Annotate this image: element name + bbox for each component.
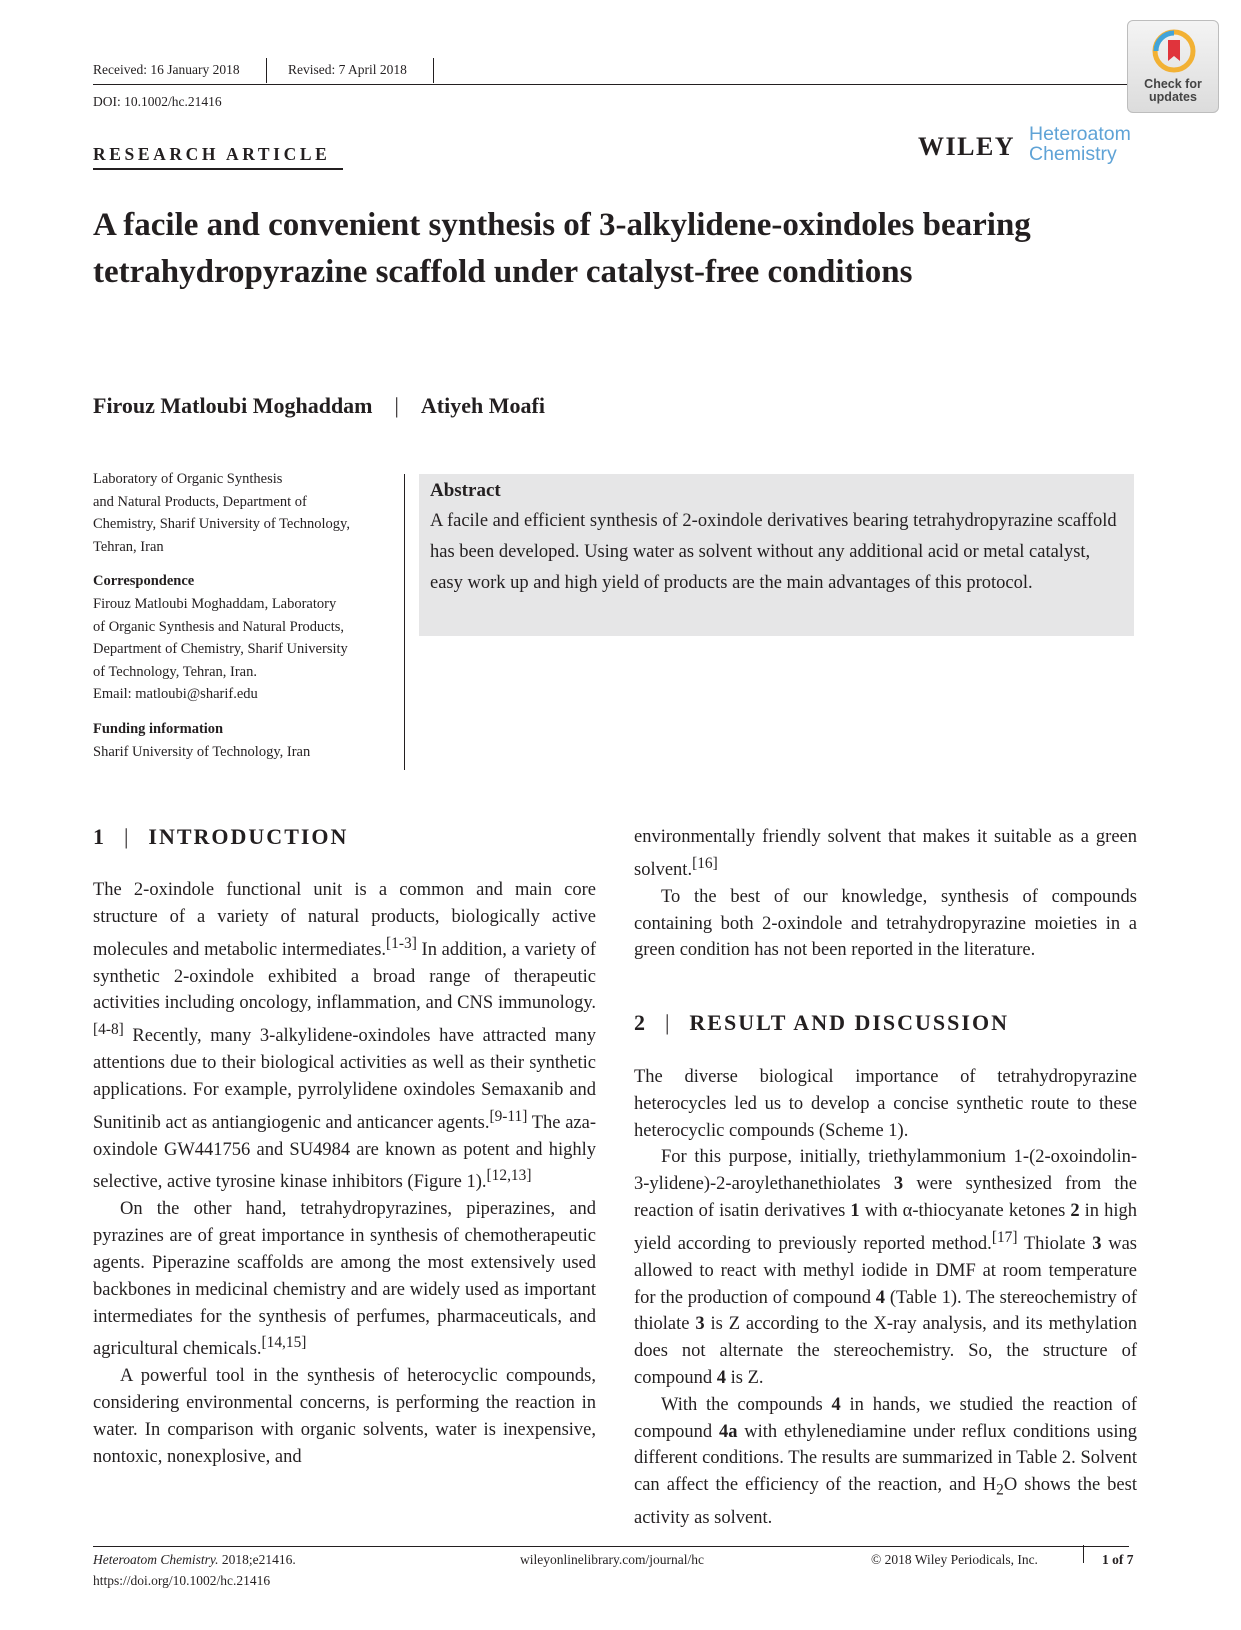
received-date: Received: 16 January 2018 bbox=[93, 62, 240, 77]
footer-doi-link[interactable]: https://doi.org/10.1002/hc.21416 bbox=[93, 1573, 271, 1588]
citation[interactable]: [17] bbox=[991, 1228, 1018, 1246]
author-info-sidebar bbox=[93, 468, 393, 775]
article-type-underline bbox=[93, 168, 343, 170]
citation[interactable]: [1-3] bbox=[386, 934, 417, 952]
correspondence-email[interactable]: Email: matloubi@sharif.edu bbox=[93, 686, 258, 703]
affiliation: Laboratory of Organic Synthesis and Natural Products, Department of Chemistry, Sharif University of Technology, Tehran, Iran bbox=[93, 471, 350, 555]
funding-heading: Funding information bbox=[93, 720, 224, 737]
section-1-heading: 1 | INTRODUCTION bbox=[93, 824, 349, 849]
page-number: 1 of 7 bbox=[1102, 1552, 1134, 1567]
article-title: A facile and convenient synthesis of 3-alkylidene-oxindoles bearing tetrahydropyrazine scaffold under catalyst-free conditions bbox=[93, 207, 1031, 290]
citation[interactable]: [4-8] bbox=[93, 1021, 124, 1039]
footer-copyright: © 2018 Wiley Periodicals, Inc. bbox=[871, 1552, 1038, 1567]
footer-citation: Heteroatom Chemistry. 2018;e21416. bbox=[93, 1552, 296, 1567]
header-divider-2 bbox=[433, 58, 434, 83]
intro-paragraph-2: On the other hand, tetrahydropyrazines, piperazines, and pyrazines are of great importance in synthesis of chemotherapeutic agents. Piperazine scaffolds are among the most extensively used backbones in medicinal chemistry and are widely used as important intermediates for the synthesis of perfumes, pharmaceuticals, and agricultural chemicals.[14,15] bbox=[93, 1199, 596, 1360]
intro-continuation-column bbox=[634, 824, 1137, 964]
article-doi: DOI: 10.1002/hc.21416 bbox=[93, 94, 222, 109]
author-list bbox=[93, 393, 545, 419]
crossmark-icon bbox=[1152, 29, 1196, 73]
abstract-heading: Abstract bbox=[430, 480, 501, 501]
intro-paragraph-1: The 2-oxindole functional unit is a common and main core structure of a variety of natural products, biologically active molecules and metabolic intermediates.[1-3] In addition, a variety of synthetic 2-oxindole exhibited a broad range of therapeutic activities including oncology, inflammation, and CNS immunology.[4-8] Recently, many 3-alkylidene-oxindoles have attracted many attentions due to their biological activities as well as their synthetic applications. For example, pyrrolylidene oxindoles Semaxanib and Sunitinib act as antiangiogenic and anticancer agents.[9-11] The aza-oxindole GW441756 and SU4984 are known as potent and highly selective, active tyrosine kinase inhibitors (Figure 1).[12,13] bbox=[93, 880, 597, 1193]
footer-rule bbox=[93, 1546, 1129, 1547]
citation[interactable]: [14,15] bbox=[261, 1334, 307, 1352]
results-paragraph-1: The diverse biological importance of tetrahydropyrazine heterocycles led us to develop a concise synthetic route to these heterocyclic compounds (Scheme 1). bbox=[634, 1067, 1137, 1141]
sidebar-divider bbox=[404, 474, 405, 770]
citation[interactable]: [12,13] bbox=[486, 1167, 532, 1185]
author-1[interactable]: Firouz Matloubi Moghaddam bbox=[93, 393, 373, 418]
footer-journal-url[interactable]: wileyonlinelibrary.com/journal/hc bbox=[520, 1552, 704, 1567]
results-column bbox=[634, 1064, 1137, 1531]
footer-divider bbox=[1083, 1545, 1084, 1563]
author-2[interactable]: Atiyeh Moafi bbox=[420, 393, 545, 418]
section-2-heading: 2 | RESULT AND DISCUSSION bbox=[634, 1010, 1009, 1035]
citation[interactable]: [9-11] bbox=[489, 1107, 528, 1125]
author-separator: | bbox=[394, 393, 399, 418]
correspondence-heading: Correspondence bbox=[93, 573, 195, 590]
article-type: RESEARCH ARTICLE bbox=[93, 144, 331, 164]
header-divider-1 bbox=[266, 58, 267, 83]
revised-date: Revised: 7 April 2018 bbox=[288, 62, 407, 77]
journal-logo: Heteroatom Chemistry bbox=[1029, 123, 1131, 165]
check-for-updates-badge[interactable] bbox=[1127, 20, 1219, 113]
publisher-logo: WILEY bbox=[918, 132, 1016, 161]
citation[interactable]: [16] bbox=[692, 854, 718, 872]
intro-paragraph-4: To the best of our knowledge, synthesis of compounds containing both 2-oxindole and tetrahydropyrazine moieties in a green condition has not been reported in the literature. bbox=[634, 886, 1137, 961]
intro-column bbox=[93, 877, 596, 1471]
check-for-updates-label: Check for updates bbox=[1144, 77, 1202, 104]
header-rule bbox=[93, 84, 1129, 85]
intro-paragraph-3-cont: environmentally friendly solvent that makes it suitable as a green solvent.[16] bbox=[634, 827, 1137, 880]
abstract-text: A facile and efficient synthesis of 2-oxindole derivatives bearing tetrahydropyrazine scaffold has been developed. Using water as solvent without any additional acid or metal catalyst, easy work up and high yield of products are the main advantages of this protocol. bbox=[430, 511, 1117, 593]
intro-paragraph-3: A powerful tool in the synthesis of heterocyclic compounds, considering environmental concerns, is performing the reaction in water. In comparison with organic solvents, water is inexpensive, nontoxic, nonexplosive, and bbox=[93, 1366, 596, 1467]
results-paragraph-3: With the compounds 4 in hands, we studied the reaction of compound 4a with ethylenediamine under reflux conditions using different conditions. The results are summarized in Table 2. Solvent can affect the efficiency of the reaction, and $H_2O$ shows the best activity as solvent. bbox=[634, 1394, 1138, 1528]
correspondence: Firouz Matloubi Moghaddam, Laboratory of Organic Synthesis and Natural Products, Department of Chemistry, Sharif University of Technology, Tehran, Iran. Email: matloubi@sharif.edu bbox=[93, 595, 348, 703]
funding-info: Sharif University of Technology, Iran bbox=[93, 743, 311, 760]
results-paragraph-2: For this purpose, initially, triethylammonium 1-(2-oxoindolin-3-ylidene)-2-aroylethanethiolates 3 were synthesized from the reaction of isatin derivatives 1 with α-thiocyanate ketones 2 in high yield according to previously reported method.[17] Thiolate 3 was allowed to react with methyl iodide in DMF at room temperature for the production of compound 4 (Table 1). The stereochemistry of thiolate 3 is Z according to the X-ray analysis, and its methylation does not alternate the stereochemistry. So, the structure of compound 4 is Z. bbox=[634, 1147, 1137, 1388]
abstract-box bbox=[419, 474, 1134, 636]
